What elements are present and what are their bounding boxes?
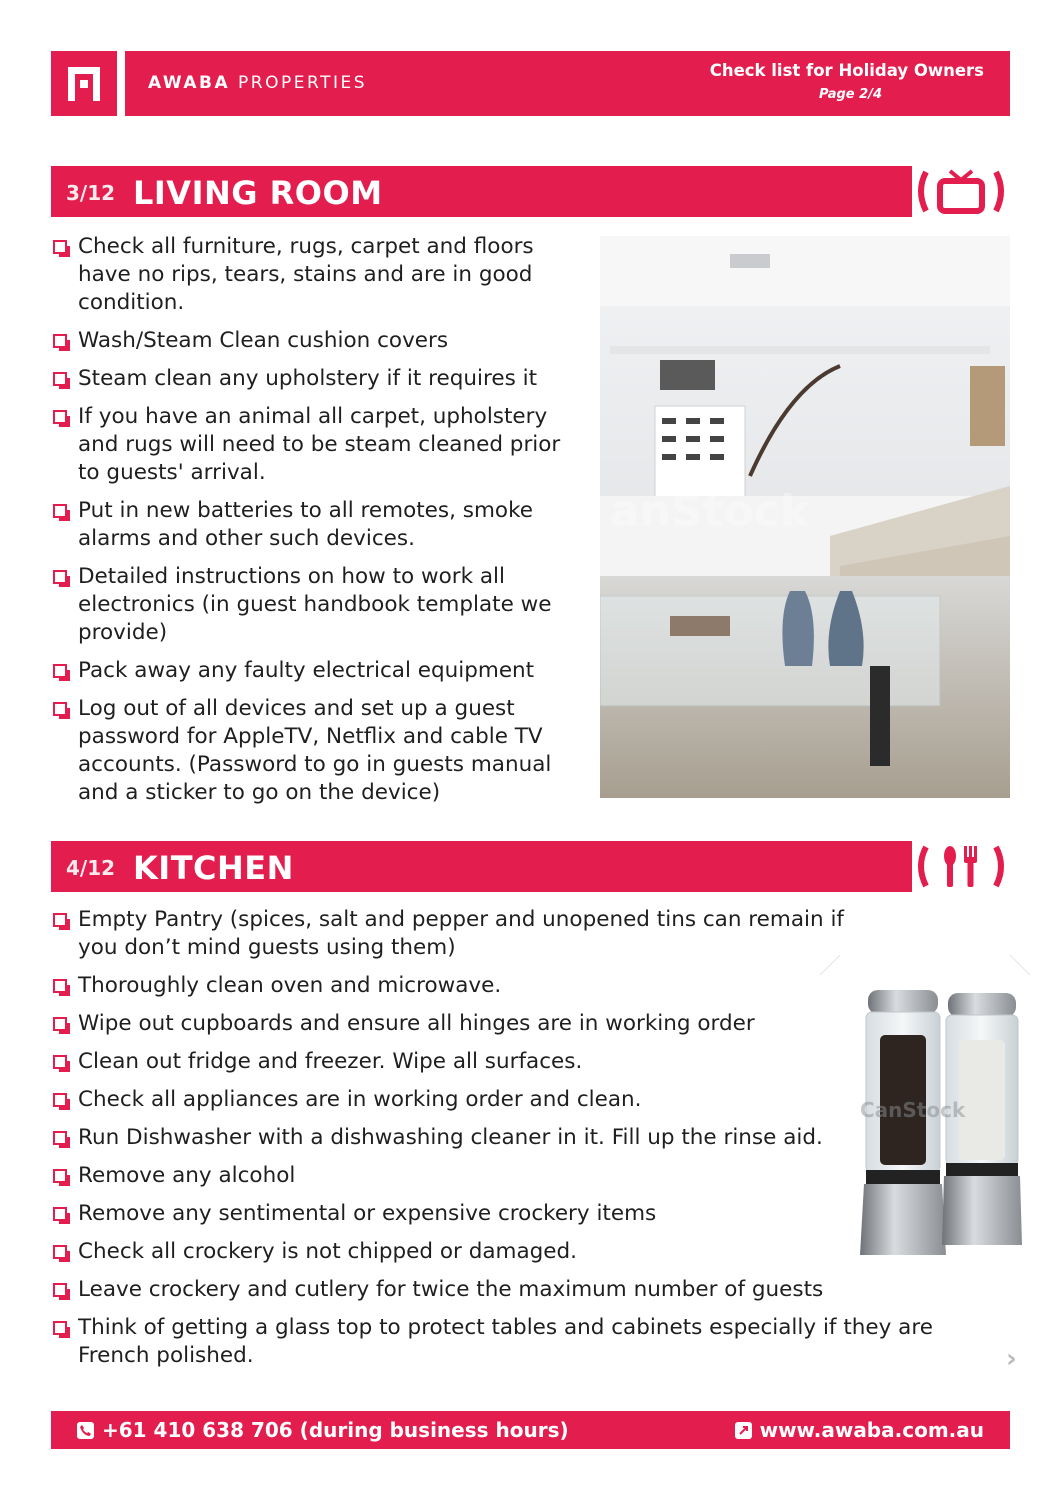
- kitchen-checklist: [51, 906, 991, 1380]
- footer-phone[interactable]: +61 410 638 706 (during business hours): [77, 1418, 569, 1442]
- list-item: Pack away any faulty electrical equipment: [51, 657, 581, 685]
- section-number: 4/12: [66, 856, 116, 880]
- list-item: Detailed instructions on how to work all electronics (in guest handbook template we provide): [51, 563, 581, 647]
- checkbox-icon: [53, 979, 67, 993]
- header-bar: [125, 51, 1010, 116]
- living-room-photo: [600, 236, 1010, 798]
- document-title: Check list for Holiday Owners: [709, 61, 984, 80]
- external-link-icon: [735, 1422, 752, 1439]
- list-item: Run Dishwasher with a dishwashing cleaner in it. Fill up the rinse aid.: [51, 1124, 991, 1152]
- checkbox-icon: [53, 1245, 67, 1259]
- cutlery-icon: [912, 841, 1010, 892]
- list-item: Leave crockery and cutlery for twice the maximum number of guests: [51, 1276, 991, 1304]
- section-header-kitchen: [51, 841, 1010, 892]
- checkbox-icon: [53, 240, 67, 254]
- list-item: Remove any sentimental or expensive crockery items: [51, 1200, 991, 1228]
- list-item: Clean out fridge and freezer. Wipe all surfaces.: [51, 1048, 991, 1076]
- svg-text:CanStock: CanStock: [860, 1098, 966, 1122]
- list-item: Log out of all devices and set up a guest password for AppleTV, Netflix and cable TV accounts. (Password to go in guests manual and a sticker to go on the device): [51, 695, 581, 807]
- checkbox-icon: [53, 1093, 67, 1107]
- section-number: 3/12: [66, 181, 116, 205]
- list-item: Empty Pantry (spices, salt and pepper and unopened tins can remain if you don’t mind guests using them): [51, 906, 881, 962]
- brand-logo: [51, 51, 117, 116]
- checkbox-icon: [53, 1131, 67, 1145]
- footer-website-link[interactable]: www.awaba.com.au: [735, 1418, 984, 1442]
- list-item: If you have an animal all carpet, upholstery and rugs will need to be steam cleaned prior to guests' arrival.: [51, 403, 581, 487]
- checkbox-icon: [53, 1055, 67, 1069]
- section-header-living-room: [51, 166, 1010, 217]
- checkbox-icon: [53, 1321, 67, 1335]
- checkbox-icon: [53, 504, 67, 518]
- section-title: LIVING ROOM: [133, 174, 383, 212]
- list-item: Check all furniture, rugs, carpet and floors have no rips, tears, stains and are in good condition.: [51, 233, 581, 317]
- list-item: Check all crockery is not chipped or damaged.: [51, 1238, 991, 1266]
- list-item: Think of getting a glass top to protect tables and cabinets especially if they are French polished.: [51, 1314, 991, 1370]
- list-item: Steam clean any upholstery if it requires it: [51, 365, 581, 393]
- checkbox-icon: [53, 1283, 67, 1297]
- checkbox-icon: [53, 410, 67, 424]
- page-indicator: Page 2/4: [819, 87, 882, 102]
- awaba-logo-icon: [64, 63, 104, 103]
- phone-icon: [77, 1422, 94, 1439]
- checkbox-icon: [53, 664, 67, 678]
- list-item: Thoroughly clean oven and microwave.: [51, 972, 991, 1000]
- next-page-arrow-icon[interactable]: ›: [1006, 1344, 1017, 1374]
- list-item: Wash/Steam Clean cushion covers: [51, 327, 581, 355]
- footer-bar: [51, 1411, 1010, 1449]
- checkbox-icon: [53, 913, 67, 927]
- checkbox-icon: [53, 570, 67, 584]
- brand-name: AWABA PROPERTIES: [148, 73, 368, 93]
- checkbox-icon: [53, 1207, 67, 1221]
- tv-icon: [912, 166, 1010, 217]
- list-item: Put in new batteries to all remotes, smoke alarms and other such devices.: [51, 497, 581, 553]
- checkbox-icon: [53, 372, 67, 386]
- section-title: KITCHEN: [133, 849, 294, 887]
- checkbox-icon: [53, 1169, 67, 1183]
- checkbox-icon: [53, 334, 67, 348]
- svg-text:anStock: anStock: [610, 486, 810, 537]
- list-item: Remove any alcohol: [51, 1162, 991, 1190]
- checkbox-icon: [53, 702, 67, 716]
- list-item: Check all appliances are in working order and clean.: [51, 1086, 991, 1114]
- list-item: Wipe out cupboards and ensure all hinges are in working order: [51, 1010, 991, 1038]
- checkbox-icon: [53, 1017, 67, 1031]
- living-room-checklist: [51, 233, 581, 817]
